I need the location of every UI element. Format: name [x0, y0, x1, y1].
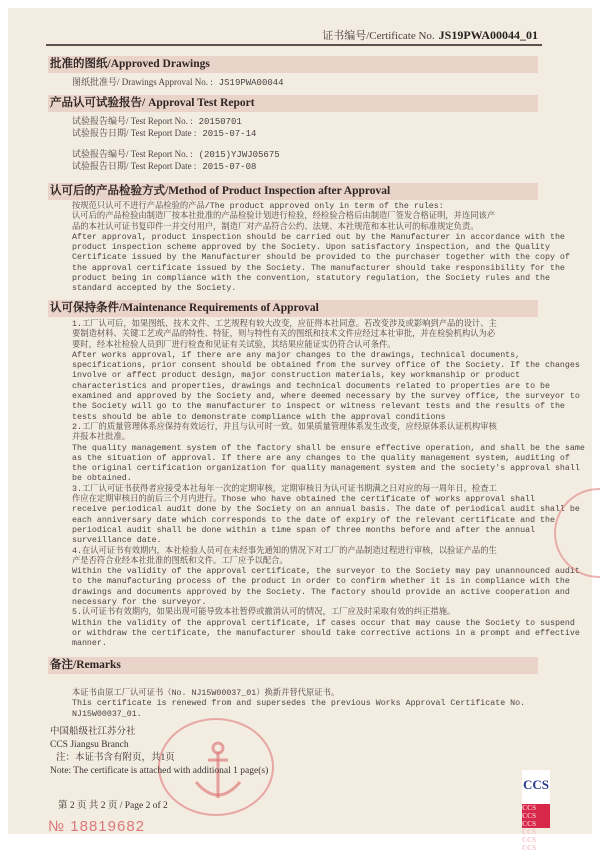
text-line: receive periodical audit done by the Society on an annual basis. The date of periodical audit shall be — [72, 505, 580, 515]
text-line: Certificate issued by the Manufacturer should be provided to the purchaser together with the copy of — [72, 253, 570, 263]
maintenance-text — [72, 320, 585, 650]
section-remarks: 备注/Remarks — [48, 657, 538, 674]
text-line: characteristics and properties, drawings and technical documents related to properties are to be — [72, 381, 550, 391]
value: 20150701 — [198, 117, 242, 127]
text-line: 5.认可证书有效期内，如果出现可能导致本社暂停或撤消认可的情况，工厂应及时采取有效的纠正措施。 — [72, 608, 456, 618]
text-line: tests should be able to demonstrate compliance with the approval conditions — [72, 412, 446, 422]
text-line: product being in compliance with the convention, statutory regulation, the Society rules and the — [72, 274, 550, 284]
text-line: as the situation of approval. If there are any changes to the quality management system, auditing of — [72, 453, 570, 463]
text-line: surveillance date. — [72, 536, 162, 546]
cert-no-value: JS19PWA00044_01 — [438, 28, 538, 42]
text-line: 4.在认可证书有效期内，本社检验人员可在未经事先通知的情况下对工厂的产品制造过程进行审核，以验证产品的生 — [72, 546, 497, 556]
text-line: to the manufacturing process of the product in order to confirm whether it is in compliance with the — [72, 577, 570, 587]
text-line: standard accepted by the Society. — [72, 284, 237, 294]
text-line: necessary for the surveyor. — [72, 598, 207, 608]
text-line: product inspection scheme approved by the Society. Upon satisfactory inspection, and the Quality — [72, 243, 550, 253]
text-line: or withdraw the certificate, the manufacturer should take corrective actions in a prompt and effective — [72, 628, 580, 638]
label: 试验报告日期/ Test Report Date : — [72, 128, 197, 138]
text-line: 并报本社批准。 — [72, 433, 131, 443]
label: 图纸批准号/ Drawings Approval No. : — [72, 77, 213, 87]
text-line: 按规范只认可不进行产品检验的产品/The product approved only in term of the rules: — [72, 202, 444, 211]
branch-signature — [50, 726, 268, 778]
section-inspection-method: 认可后的产品检验方式/Method of Product Inspection after Approval — [48, 183, 538, 200]
ccs-logo: CCS — [522, 770, 550, 804]
test-report-2 — [72, 149, 280, 173]
text-line: examined and approved by the Society and, where deemed necessary by the survey office, the surveyor to — [72, 392, 580, 402]
note-cn: 注：本证书含有附页，共1页 — [56, 753, 175, 763]
text-line: drawings and documents approved by the Society. The factory should provide an active cooperation and — [72, 587, 570, 597]
text-line: 认可后的产品检验由制造厂按本社批准的产品检验计划进行检验，经检验合格后由制造厂签发合格证明，并连同该产 — [72, 212, 496, 222]
cert-label: 证书编号/Certificate No. — [322, 30, 435, 42]
text-line: 品的本社认可证书复印件一并交付用户，制造厂对产品符合公约、法规、本社规范和本社认可的标准规定负责。 — [72, 222, 479, 232]
text-line: 1.工厂认可后，如果图纸、技术文件、工艺规程有较大改变，应征得本社同意。若改变涉及或影响到产品的设计、主 — [72, 320, 497, 329]
ccs-security-strip: CCS CCS CCS CCS CCS CCS — [522, 804, 550, 828]
text-line: 要制造材料、关键工艺或产品的特性、特征，则与特性有关的图纸和技术文件应经过本社审批，并在检验机构认为必 — [72, 330, 496, 340]
text-line: the approval certificate issued by the Society. The manufacturer should take responsibility for the — [72, 263, 565, 273]
section-maintenance-requirements: 认可保持条件/Maintenance Requirements of Approval — [48, 300, 538, 317]
header-divider — [46, 44, 542, 46]
text-line: After approval, product inspection should be carried out by the Manufacturer in accordance with the — [72, 232, 565, 242]
value: 2015-07-08 — [202, 162, 257, 172]
text-line: 作应在定期审核日的前后三个月内进行。Those who have obtained the certificate of works approval shall — [72, 495, 536, 505]
text-line: This certificate is renewed from and supersedes the previous Works Approval Certificate No. — [72, 699, 526, 709]
text-line: NJ15W00037_01. — [72, 709, 142, 719]
label: 试验报告编号/ Test Report No. : — [72, 149, 193, 159]
text-line: be obtained. — [72, 474, 132, 484]
text-line: The quality management system of the factory shall be ensure effective operation, and shall be the same — [72, 443, 585, 453]
section-approved-drawings: 批准的图纸/Approved Drawings — [48, 56, 538, 73]
text-line: specifications, prior consent should be obtained from the survey office of the Society. If the changes — [72, 361, 580, 371]
drawings-approval-no — [72, 77, 284, 89]
text-line: 本证书由原工厂认可证书（No. NJ15W00037_01）换新并替代原证书。 — [72, 689, 340, 698]
value: (2015)YJWJ05675 — [198, 150, 280, 160]
certificate-number — [322, 27, 538, 43]
ccs-logo-label — [522, 770, 550, 852]
text-line: the original certification organization for quality management system and the society's approval shall — [72, 464, 580, 474]
value: JS19PWA00044 — [218, 78, 284, 88]
branch-cn: 中国船级社江苏分社 — [50, 727, 136, 737]
text-line: After works approval, if there are any major changes to the drawings, technical documents, — [72, 350, 521, 360]
text-line: 3.工厂认可证书获得者应接受本社每年一次的定期审核，定期审核日为认可证书期满之日对应的每一周年日，检查工 — [72, 484, 497, 494]
text-line: the Society will go to the manufacturer to inspect or witness relevant tests and the results of the — [72, 402, 565, 412]
value: 2015-07-14 — [202, 129, 257, 139]
text-line: involve or affect product design, major construction materials, key workmanship or product — [72, 371, 521, 381]
section-test-report: 产品认可试验报告/ Approval Test Report — [48, 95, 538, 112]
label: 试验报告日期/ Test Report Date : — [72, 161, 197, 171]
text-line: Within the validity of the approval certificate, the surveyor to the Society may pay unannounced audit — [72, 567, 580, 577]
note-en: Note: The certificate is attached with additional 1 page(s) — [50, 766, 269, 776]
text-line: 2.工厂的质量管理体系应保持有效运行，并且与认可时一致。如果质量管理体系发生改变，应经原体系认证机构审核 — [72, 422, 497, 432]
text-line: 要时，经本社检验人员到厂进行检查和见证有关试验，其结果应能证实仍符合认可条件。 — [72, 340, 396, 350]
branch-en: CCS Jiangsu Branch — [50, 740, 129, 750]
page-number: 第 2 页 共 2 页 / Page 2 of 2 — [58, 801, 168, 811]
label: 试验报告编号/ Test Report No. : — [72, 116, 193, 126]
serial-number: № 18819682 — [48, 818, 145, 835]
remarks-text — [72, 689, 542, 720]
text-line: periodical audit shall be done within a time span of three months before and after the annual — [72, 525, 536, 535]
text-line: manner. — [72, 639, 107, 649]
text-line: Within the validity of the approval certificate, if cases occur that may cause the Society to suspend — [72, 618, 575, 628]
test-report-1 — [72, 116, 256, 140]
inspection-text — [72, 202, 570, 295]
text-line: each anniversary date which corresponds to the date of expiry of the relevant certificate and the — [72, 515, 555, 525]
text-line: 产是否符合业经本社批准的图纸和文件。工厂应予以配合。 — [72, 556, 288, 566]
